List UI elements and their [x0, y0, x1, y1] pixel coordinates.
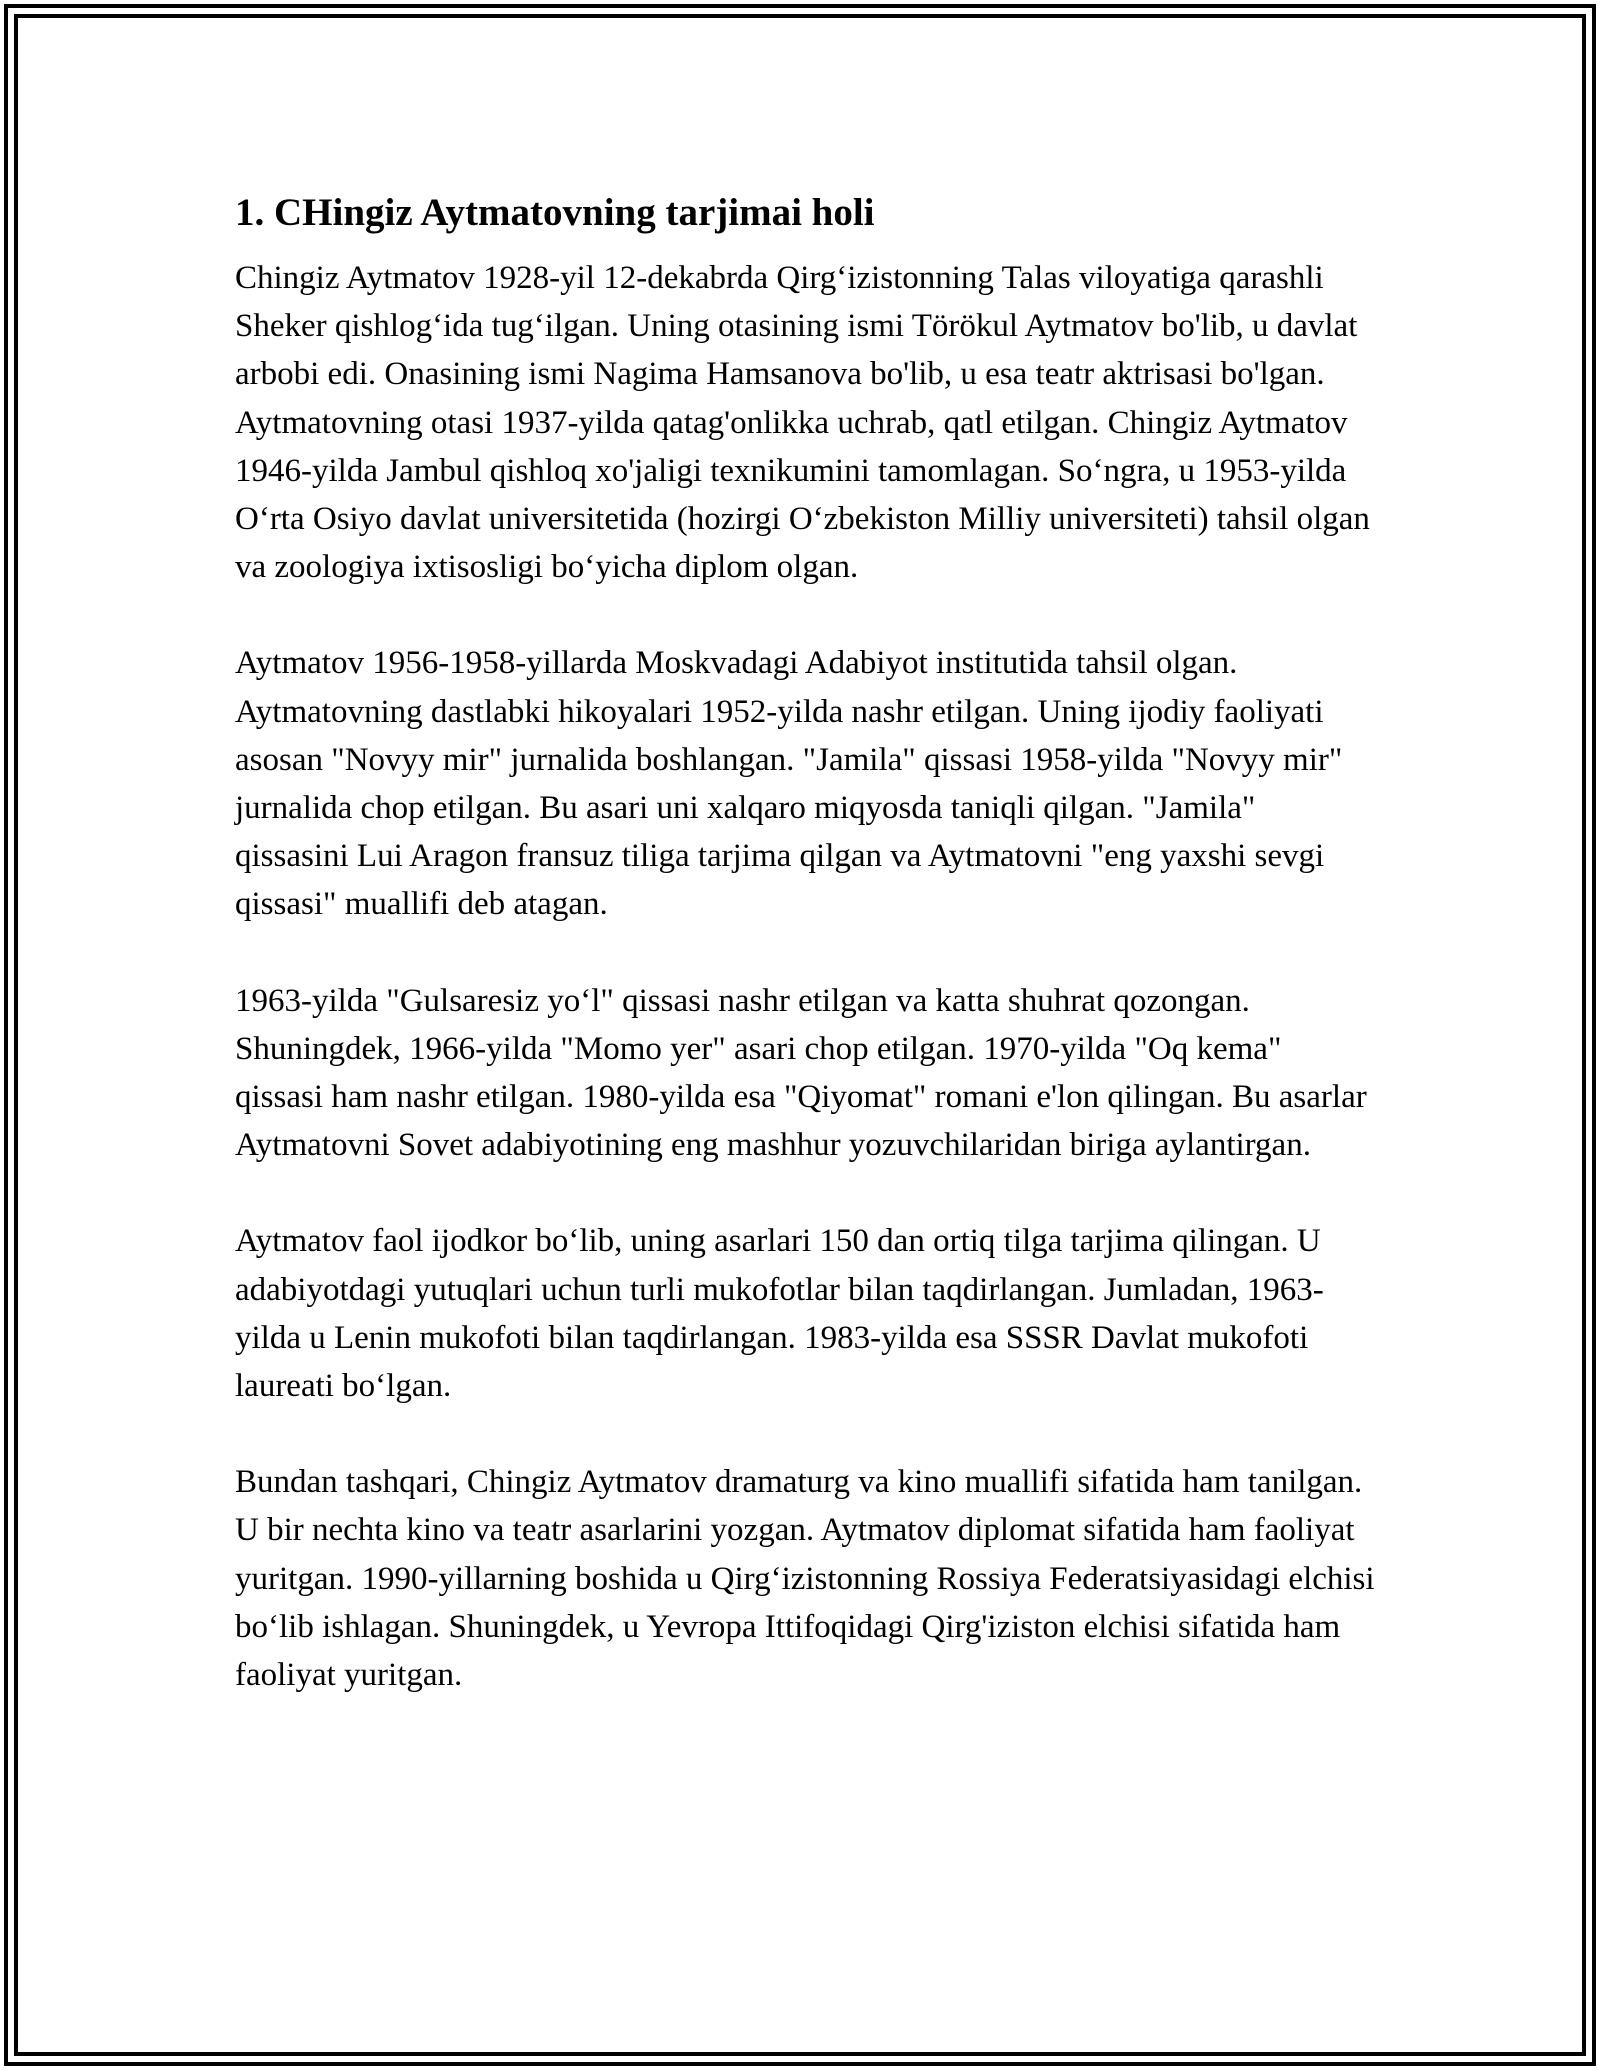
paragraph-education-early-works: Aytmatov 1956-1958-yillarda Moskvadagi Adabiyot institutida tahsil olgan. Aytmatovning dastlabki hikoyalari 1952-yilda nashr etilgan. Uning ijodiy faoliyati asosan "Novyy mir" jurnalida boshlangan. "Jamila" qissasi 1958-yilda "Novyy mir" jurnalida chop etilgan. Bu asari uni xalqaro miqyosda taniqli qilgan. "Jamila" qissasini Lui Aragon fransuz tiliga tarjima qilgan va Aytmatovni "eng yaxshi sevgi qissasi" muallifi deb atagan. — [235, 645, 1343, 923]
paragraph-major-works: 1963-yilda "Gulsaresiz yo‘l" qissasi nashr etilgan va katta shuhrat qozongan. Shuningdek, 1966-yilda "Momo yer" asari chop etilgan. 1970-yilda "Oq kema" qissasi ham nashr etilgan. 1980-yilda esa "Qiyomat" romani e'lon qilingan. Bu asarlar Aytmatovni Sovet adabiyotining eng mashhur yozuvchilaridan biriga aylantirgan. — [235, 982, 1367, 1164]
document-title: 1. CHingiz Aytmatovning tarjimai holi — [235, 191, 875, 234]
paragraph-biography-early-life: Chingiz Aytmatov 1928-yil 12-dekabrda Qirg‘izistonning Talas viloyatiga qarashli Sheker qishlog‘ida tug‘ilgan. Uning otasining ismi Törökul Aytmatov bo'lib, u davlat arbobi edi. Onasining ismi Nagima Hamsanova bo'lib, u esa teatr aktrisasi bo'lgan. Aytmatovning otasi 1937-yilda qatag'onlikka uchrab, qatl etilgan. Chingiz Aytmatov 1946-yilda Jambul qishloq xo'jaligi texnikumini tamomlagan. So‘ngra, u 1953-yilda O‘rta Osiyo davlat universitetida (hozirgi O‘zbekiston Milliy universiteti) tahsil olgan va zoologiya ixtisosligi bo‘yicha diplom olgan. — [235, 260, 1370, 586]
paragraph-diplomacy: Bundan tashqari, Chingiz Aytmatov dramaturg va kino muallifi sifatida ham tanilgan. U bir nechta kino va teatr asarlarini yozgan. Aytmatov diplomat sifatida ham faoliyat yuritgan. 1990-yillarning boshida u Qirg‘izistonning Rossiya Federatsiyasidagi elchisi bo‘lib ishlagan. Shuningdek, u Yevropa Ittifoqidagi Qirg'iziston elchisi sifatida ham faoliyat yuritgan. — [235, 1464, 1375, 1694]
document-body — [235, 185, 1375, 1747]
paragraph-awards: Aytmatov faol ijodkor bo‘lib, uning asarlari 150 dan ortiq tilga tarjima qilingan. U adabiyotdagi yutuqlari uchun turli mukofotlar bilan taqdirlangan. Jumladan, 1963-yilda u Lenin mukofoti bilan taqdirlangan. 1983-yilda esa SSSR Davlat mukofoti laureati bo‘lgan. — [235, 1223, 1324, 1405]
